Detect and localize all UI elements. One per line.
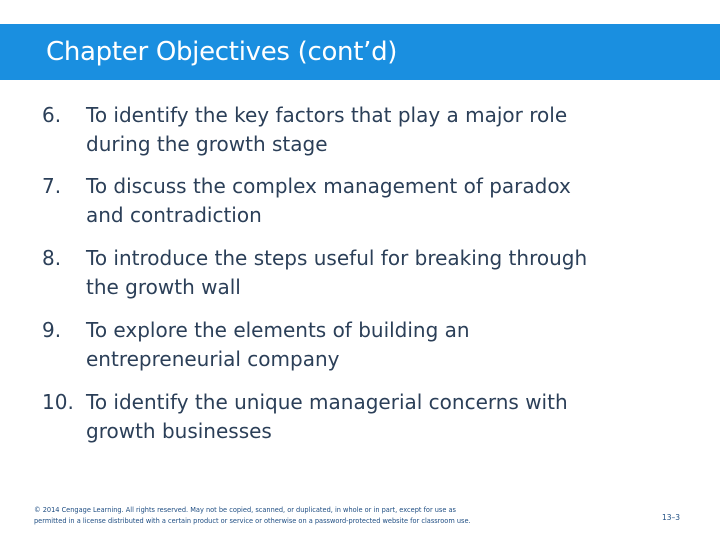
copyright-notice: © 2014 Cengage Learning. All rights reserved. May not be copied, scanned, or duplicated, in whole or in part, except for use as permitted in a license distributed with a certain product or service or otherwise on a password-protected website for classroom use. <box>34 506 471 525</box>
objective-text: To introduce the steps useful for breaking through the growth wall <box>86 246 588 299</box>
objective-item <box>42 388 682 446</box>
objective-text: To explore the elements of building an entrepreneurial company <box>86 318 470 371</box>
objective-number: 10. <box>42 390 74 414</box>
objective-item <box>42 244 682 302</box>
objective-item <box>42 172 682 230</box>
objective-item <box>42 101 682 159</box>
objective-text: To identify the key factors that play a major role during the growth stage <box>86 103 568 156</box>
slide-title: Chapter Objectives (cont’d) <box>46 37 398 67</box>
title-bar <box>0 24 720 80</box>
objective-number: 8. <box>42 246 62 270</box>
page-number: 13–3 <box>662 513 681 522</box>
objective-number: 9. <box>42 318 62 342</box>
objective-number: 7. <box>42 174 62 198</box>
objective-text: To identify the unique managerial concerns with growth businesses <box>86 390 568 443</box>
objective-text: To discuss the complex management of paradox and contradiction <box>86 174 571 227</box>
objective-number: 6. <box>42 103 62 127</box>
objective-item <box>42 316 682 374</box>
